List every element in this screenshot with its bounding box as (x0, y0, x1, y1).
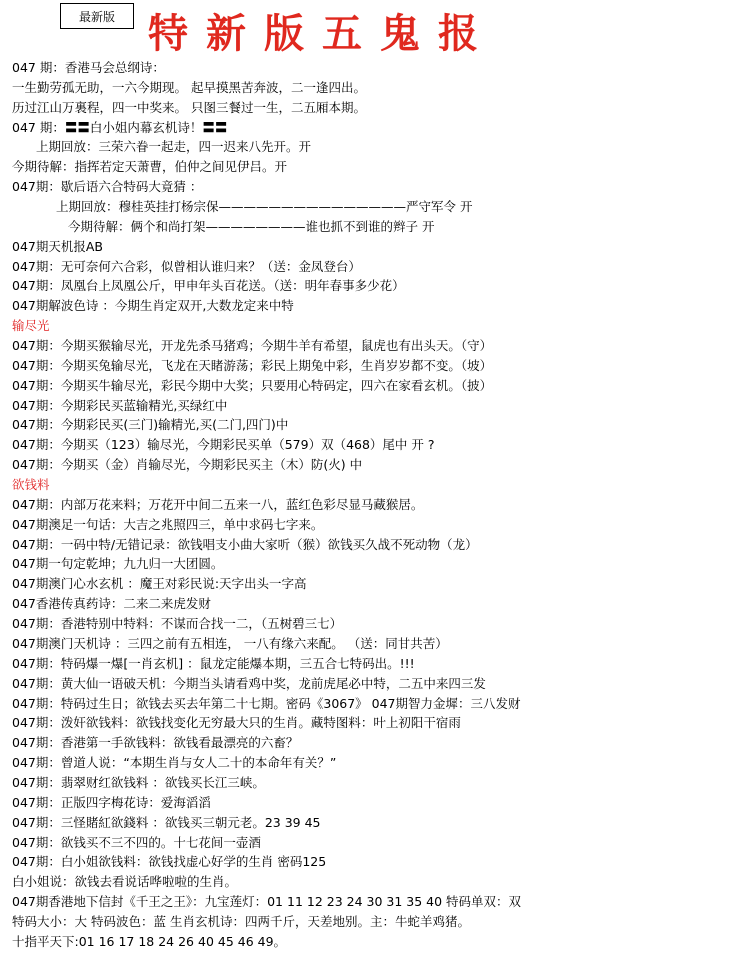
latest-version-badge: 最新版 (60, 3, 134, 29)
text-line: 047期：翡翠财红欲钱料 ：欲钱买长江三峡。 (12, 774, 265, 790)
text-line: 047期：特码爆一爆[一肖玄机] ：鼠龙定能爆本期，三五合七特码出。!!! (12, 655, 415, 671)
text-line: 047期：曾道人说：“本期生肖与女人二十的本命年有关？” (12, 755, 337, 771)
text-line: 047 期：〓〓白小姐内幕玄机诗！〓〓 (12, 119, 228, 135)
text-line: 047期：正版四字梅花诗：爱海滔滔 (12, 794, 211, 810)
page-title: 特新版五鬼报 (148, 10, 496, 57)
text-line: 上期回放：穆桂英挂打杨宗保———————————————严守军令 开 (56, 199, 473, 215)
text-line: 十指平天下:01 16 17 18 24 26 40 45 46 49。 (12, 933, 287, 949)
text-line: 047期：今期买兔输尽光，飞龙在天睹游荡；彩民上期兔中彩，生肖岁岁都不变。（坡） (12, 357, 493, 373)
document-body (12, 58, 734, 952)
text-line: 047期：特码过生日；欲钱去买去年第二十七期。密码《3067》 047期智力金墀：三八发财 (12, 695, 521, 711)
text-line: 047期：香港第一手欲钱料：欲钱看最漂亮的六畜？ (12, 735, 299, 751)
text-line: 047期一句定乾坤；九九归一大团圆。 (12, 556, 224, 572)
text-line: 047期：歇后语六合特码大竟猜 ： (12, 179, 203, 195)
text-line: 历过江山万裏程，四一中奖来。 只图三餐过一生，二五厢本期。 (12, 99, 366, 115)
text-line: 047期：香港特别中特料：不谋而合找一二，（五树碧三七） (12, 616, 343, 632)
text-line: 047期澳足一句话：大吉之兆照四三，单中求码七字来。 (12, 516, 324, 532)
text-line: 047期：今期买（金）肖输尽光，今期彩民买主（木）防(火) 中 (12, 457, 363, 473)
text-line: 上期回放：三荣六眷一起走，四一迟来八先开。开 (36, 139, 312, 155)
text-line: 一生勤劳孤无助，一六今期现。 起早摸黑苦奔波，二一逢四出。 (12, 79, 366, 95)
section-heading: 欲钱料 (12, 477, 50, 493)
text-line: 特码大小：大 特码波色：蓝 生肖玄机诗：四两千斤，天差地别。主：牛蛇羊鸡猪。 (12, 913, 470, 929)
text-line: 047期澳门天机诗 ：三四之前有五相连， 一八有缘六来配。 （送：同甘共苦） (12, 635, 448, 651)
text-line: 047期：内部万花来料；万花开中间二五来一八，蓝红色彩尽显马藏猴居。 (12, 496, 424, 512)
text-line: 047期：欲钱买不三不四的。十七花间一壶酒 (12, 834, 261, 850)
text-line: 今期待解：指挥若定天萧曹，伯仲之间见伊吕。开 (12, 159, 288, 175)
text-line: 白小姐说：欲钱去看说话哗啦啦的生肖。 (12, 874, 238, 890)
section-heading: 输尽光 (12, 318, 50, 334)
text-line: 047期：今期买猴输尽光，开龙先杀马猪鸡；今期牛羊有希望，鼠虎也有出头天。（守） (12, 338, 493, 354)
text-line: 047期：黄大仙一语破天机：今期当头请看鸡中奖，龙前虎尾必中特，二五中来四三发 (12, 675, 486, 691)
text-line: 047期解波色诗 ：今期生肖定双开,大数龙定来中特 (12, 298, 294, 314)
text-line: 047期：今期彩民买蓝输精光,买绿红中 (12, 397, 228, 413)
text-line: 047期天机报AB (12, 238, 103, 254)
text-line: 047香港传真药诗：二来二来虎发财 (12, 596, 211, 612)
text-line: 047期：无可奈何六合彩，似曾相认谁归来？（送：金凤登台） (12, 258, 361, 274)
text-line: 047 期：香港马会总纲诗： (12, 60, 165, 75)
text-line: 047期：今期买（123）输尽光，今期彩民买单（579）双（468）尾中 开 ? (12, 437, 435, 453)
text-line: 047期：今期彩民买(三门)输精光,买(二门,四门)中 (12, 417, 289, 433)
text-line: 047期：白小姐欲钱料：欲钱找虚心好学的生肖 密码125 (12, 854, 327, 870)
text-line: 047期：三怪賭紅欲錢料 ：欲钱买三朝元老。23 39 45 (12, 814, 321, 830)
text-line: 047期：凤凰台上凤凰公斤，甲申年头百花送。（送：明年春事多少花） (12, 278, 405, 294)
text-line: 047期：泼奸欲钱料：欲钱找变化无穷最大只的生肖。藏特图料：叶上初阳干宿雨 (12, 715, 461, 731)
text-line: 今期待解：俩个和尚打架————————谁也抓不到谁的辫子 开 (68, 218, 435, 234)
text-line: 047期：一码中特/无错记录：欲钱唱支小曲大家听（猴）欲钱买久战不死动物（龙） (12, 536, 478, 552)
text-line: 047期澳门心水玄机 ：魔王对彩民说:天字出头一字高 (12, 576, 307, 592)
text-line: 047期：今期买牛输尽光，彩民今期中大奖；只要用心特码定，四六在家看玄机。（披） (12, 377, 493, 393)
text-line: 047期香港地下信封《千王之王》：九宝莲灯：01 11 12 23 24 30 31 35 40 特码单双：双 (12, 894, 522, 910)
